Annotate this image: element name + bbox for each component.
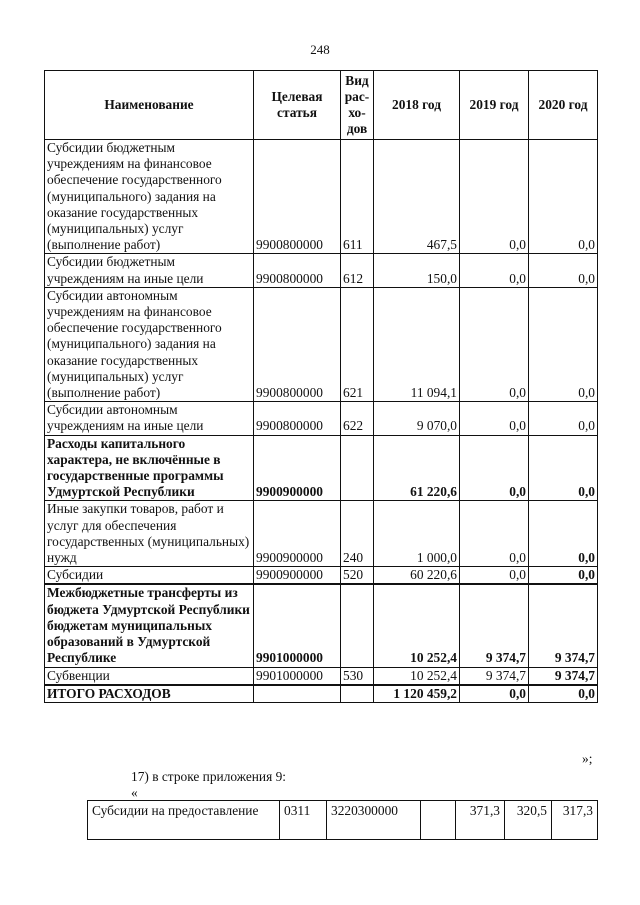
row-2020: 0,0 [529,567,598,585]
row-2020: 9 374,7 [529,584,598,667]
row-2018: 61 220,6 [374,435,460,501]
budget-table [44,70,598,703]
row-2019: 0,0 [460,254,529,287]
row-2018: 1 000,0 [374,501,460,567]
row-code: 9900800000 [254,287,341,401]
row-code: 9900800000 [254,402,341,435]
row-2018: 60 220,6 [374,567,460,585]
header-2019: 2019 год [460,71,529,140]
header-2020: 2020 год [529,71,598,140]
row-code: 9900900000 [254,567,341,585]
row-2019: 9 374,7 [460,667,529,685]
row-2020: 9 374,7 [529,667,598,685]
row-2018: 10 252,4 [374,584,460,667]
header-name: Наименование [45,71,254,140]
row-name: Субсидии автономным учреждениям на финансовое обеспечение государственного (муниципального) задания на оказание государственных (муниципальных) услуг (выполнение работ) [45,287,254,401]
table-row-total [45,685,598,703]
row-2019: 9 374,7 [460,584,529,667]
row-vid [421,801,456,840]
row-2019: 0,0 [460,140,529,254]
row-2018: 150,0 [374,254,460,287]
row-vid: 622 [341,402,374,435]
row-name: Иные закупки товаров, работ и услуг для обеспечения государственных (муниципальных) нужд [45,501,254,567]
row-name: Субсидии бюджетным учреждениям на финансовое обеспечение государственного (муниципального) задания на оказание государственных (муниципальных) услуг (выполнение работ) [45,140,254,254]
header-code: Целевая статья [254,71,341,140]
table-row [88,801,598,840]
row-code: 9900800000 [254,254,341,287]
row-vid [341,685,374,703]
row-code: 9900900000 [254,435,341,501]
row-section: 0311 [280,801,327,840]
table-row [45,402,598,435]
row-name: Субсидии автономным учреждениям на иные цели [45,402,254,435]
row-2020: 0,0 [529,501,598,567]
row-2020: 0,0 [529,140,598,254]
row-vid: 611 [341,140,374,254]
row-code [254,685,341,703]
row-2019: 0,0 [460,685,529,703]
row-vid: 612 [341,254,374,287]
row-name: Субсидии бюджетным учреждениям на иные цели [45,254,254,287]
row-code: 9901000000 [254,584,341,667]
row-2020: 317,3 [552,801,598,840]
table-row [45,584,598,667]
row-2019: 0,0 [460,435,529,501]
row-vid: 530 [341,667,374,685]
row-code: 9900900000 [254,501,341,567]
table-row [45,567,598,585]
row-code: 9900800000 [254,140,341,254]
table-row [45,667,598,685]
row-2018: 9 070,0 [374,402,460,435]
table-row [45,140,598,254]
row-name: ИТОГО РАСХОДОВ [45,685,254,703]
row-2020: 0,0 [529,685,598,703]
header-2018: 2018 год [374,71,460,140]
row-2019: 0,0 [460,567,529,585]
opening-quote: « [131,785,138,800]
amendment-note: 17) в строке приложения 9: [131,769,287,784]
closing-quote: »; [582,751,593,766]
row-vid [341,435,374,501]
table-row [45,435,598,501]
appendix-table [87,800,598,840]
row-2020: 0,0 [529,435,598,501]
row-vid [341,584,374,667]
header-vid: Вид рас-хо-дов [341,71,374,140]
row-2018: 371,3 [456,801,505,840]
row-name: Субсидии на предоставление [88,801,280,840]
table-header-row [45,71,598,140]
row-2020: 0,0 [529,402,598,435]
row-2020: 0,0 [529,254,598,287]
row-2020: 0,0 [529,287,598,401]
row-2019: 320,5 [505,801,552,840]
row-vid: 520 [341,567,374,585]
page-number: 248 [310,42,330,57]
row-name: Межбюджетные трансферты из бюджета Удмуртской Республики бюджетам муниципальных образований в Удмуртской Республике [45,584,254,667]
row-2019: 0,0 [460,287,529,401]
row-name: Расходы капитального характера, не включённые в государственные программы Удмуртской Республики [45,435,254,501]
row-code: 9901000000 [254,667,341,685]
row-code: 3220300000 [327,801,421,840]
table-row [45,287,598,401]
row-2019: 0,0 [460,501,529,567]
row-name: Субсидии [45,567,254,585]
row-2019: 0,0 [460,402,529,435]
row-vid: 621 [341,287,374,401]
row-2018: 10 252,4 [374,667,460,685]
row-2018: 11 094,1 [374,287,460,401]
table-row [45,254,598,287]
row-2018: 1 120 459,2 [374,685,460,703]
row-name: Субвенции [45,667,254,685]
row-vid: 240 [341,501,374,567]
table-row [45,501,598,567]
row-2018: 467,5 [374,140,460,254]
